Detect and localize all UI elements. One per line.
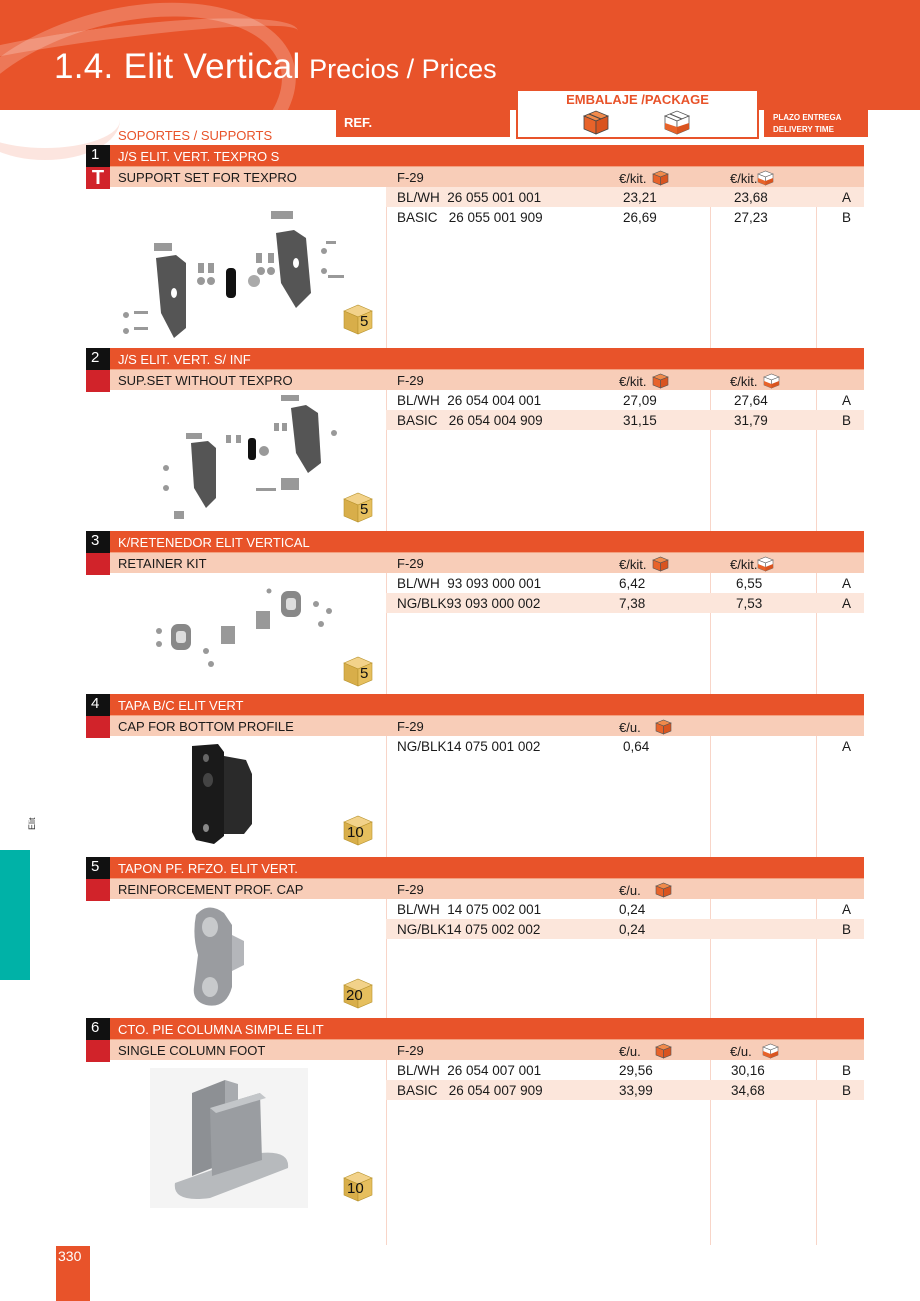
closed-box-icon (652, 373, 669, 389)
red-tab (86, 370, 110, 392)
product-block (86, 1018, 864, 1218)
cardboard-box-icon (342, 655, 374, 687)
price-row (386, 573, 864, 593)
product-number: 6 (86, 1018, 110, 1040)
open-box-icon (763, 373, 780, 389)
chapter-side-tab (0, 850, 30, 980)
price-package-2: 31,79 (734, 413, 768, 428)
product-name: TAPA B/C ELIT VERT (110, 694, 864, 716)
product-block (86, 348, 864, 523)
open-box-icon (757, 556, 774, 572)
closed-box-icon (652, 170, 669, 186)
delivery-column-header: PLAZO ENTREGA DELIVERY TIME (764, 110, 868, 137)
product-name: J/S ELIT. VERT. TEXPRO S (110, 145, 864, 167)
product-description: SUPPORT SET FOR TEXPRO (118, 170, 297, 185)
quantity-badge: 10 (342, 814, 374, 846)
delivery-code: B (842, 1083, 852, 1098)
bottom-cap-image (186, 744, 261, 844)
product-name: J/S ELIT. VERT. S/ INF (110, 348, 864, 370)
product-block (86, 857, 864, 1015)
closed-box-icon (655, 719, 672, 735)
product-number: 1 (86, 145, 110, 167)
reference-code: BL/WH 14 075 002 001 (397, 902, 542, 917)
price-row (386, 1060, 864, 1080)
price-package-1: 29,56 (619, 1063, 653, 1078)
product-description: REINFORCEMENT PROF. CAP (118, 882, 304, 897)
price-package-1: 31,15 (623, 413, 657, 428)
product-family: F-29 (397, 1043, 424, 1058)
reference-code: BL/WH 26 054 007 001 (397, 1063, 542, 1078)
product-number: 5 (86, 857, 110, 879)
delivery-code: A (842, 393, 852, 408)
product-family: F-29 (397, 556, 424, 571)
product-family: F-29 (397, 170, 424, 185)
product-block (86, 694, 864, 854)
product-name: K/RETENEDOR ELIT VERTICAL (110, 531, 864, 553)
delivery-code: B (842, 413, 852, 428)
quantity-badge: 5 (342, 303, 374, 335)
price-row (386, 207, 864, 227)
price-package-2: 7,53 (736, 596, 763, 611)
product-number: 3 (86, 531, 110, 553)
price-row (386, 919, 864, 939)
section-label: SOPORTES / SUPPORTS (118, 128, 273, 143)
price-package-1: 0,24 (619, 902, 646, 917)
texpro-tab: T (86, 167, 110, 189)
red-tab (86, 1040, 110, 1062)
product-subheader: SINGLE COLUMN FOOT F-29 €/u. €/u. (110, 1040, 864, 1060)
price-row (386, 187, 864, 207)
price-package-2: 23,68 (734, 190, 768, 205)
reference-code: NG/BLK14 075 001 002 (397, 739, 541, 754)
price-package-2: 30,16 (731, 1063, 765, 1078)
delivery-code: B (842, 922, 852, 937)
price-row (386, 736, 864, 756)
price-package-1: 0,24 (619, 922, 646, 937)
price-row (386, 593, 864, 613)
price-package-1: 23,21 (623, 190, 657, 205)
cardboard-box-icon (342, 303, 374, 335)
product-subheader: CAP FOR BOTTOM PROFILE F-29 €/u. (110, 716, 864, 736)
red-tab (86, 879, 110, 901)
delivery-code: B (842, 1063, 852, 1078)
open-box-icon (663, 109, 691, 135)
page-title: 1.4. Elit Vertical Precios / Prices (54, 47, 497, 86)
product-name: CTO. PIE COLUMNA SIMPLE ELIT (110, 1018, 864, 1040)
chapter-label: Elit (27, 817, 37, 830)
price-package-1: 26,69 (623, 210, 657, 225)
product-subheader: SUP.SET WITHOUT TEXPRO F-29 €/kit. €/kit. (110, 370, 864, 390)
product-family: F-29 (397, 882, 424, 897)
closed-box-icon (655, 1043, 672, 1059)
price-row (386, 1080, 864, 1100)
product-description: SUP.SET WITHOUT TEXPRO (118, 373, 293, 388)
page-header (0, 0, 920, 110)
price-package-1: 7,38 (619, 596, 646, 611)
reference-code: BL/WH 26 054 004 001 (397, 393, 542, 408)
price-package-1: 27,09 (623, 393, 657, 408)
red-tab (86, 553, 110, 575)
reference-code: BASIC 26 054 007 909 (397, 1083, 543, 1098)
price-package-1: 33,99 (619, 1083, 653, 1098)
retainer-kit-image (151, 586, 341, 676)
product-name: TAPON PF. RFZO. ELIT VERT. (110, 857, 864, 879)
column-foot-image (150, 1068, 308, 1208)
page-number: 330 (56, 1246, 90, 1301)
product-description: CAP FOR BOTTOM PROFILE (118, 719, 294, 734)
delivery-code: A (842, 576, 852, 591)
delivery-code: A (842, 902, 852, 917)
support-set-image (116, 203, 376, 338)
price-package-2: 27,23 (734, 210, 768, 225)
product-number: 2 (86, 348, 110, 370)
reference-code: BL/WH 93 093 000 001 (397, 576, 542, 591)
product-block (86, 145, 864, 340)
product-number: 4 (86, 694, 110, 716)
reference-code: NG/BLK14 075 002 002 (397, 922, 541, 937)
closed-box-icon (582, 109, 610, 135)
product-subheader: SUPPORT SET FOR TEXPRO F-29 €/kit. €/kit. (110, 167, 864, 187)
price-package-2: 34,68 (731, 1083, 765, 1098)
price-package-1: 6,42 (619, 576, 646, 591)
product-family: F-29 (397, 719, 424, 734)
price-package-2: 27,64 (734, 393, 768, 408)
quantity-badge: 5 (342, 655, 374, 687)
delivery-code: B (842, 210, 852, 225)
red-tab (86, 716, 110, 738)
support-set-image (156, 393, 356, 523)
reinforcement-cap-image (186, 905, 256, 1010)
reference-code: BASIC 26 054 004 909 (397, 413, 543, 428)
price-row (386, 390, 864, 410)
reference-code: NG/BLK93 093 000 002 (397, 596, 541, 611)
price-package-1: 0,64 (623, 739, 650, 754)
quantity-badge: 20 (342, 977, 374, 1009)
product-block (86, 531, 864, 691)
delivery-code: A (842, 190, 852, 205)
price-package-2: 6,55 (736, 576, 763, 591)
product-description: RETAINER KIT (118, 556, 207, 571)
product-description: SINGLE COLUMN FOOT (118, 1043, 266, 1058)
open-box-icon (757, 170, 774, 186)
price-row (386, 899, 864, 919)
quantity-badge: 10 (342, 1170, 374, 1202)
delivery-code: A (842, 739, 852, 754)
reference-code: BL/WH 26 055 001 001 (397, 190, 542, 205)
package-column-header: EMBALAJE /PACKAGE (516, 89, 759, 139)
quantity-badge: 5 (342, 491, 374, 523)
cardboard-box-icon (342, 491, 374, 523)
reference-code: BASIC 26 055 001 909 (397, 210, 543, 225)
open-box-icon (762, 1043, 779, 1059)
ref-column-header: REF. (336, 110, 510, 137)
price-row (386, 410, 864, 430)
closed-box-icon (652, 556, 669, 572)
product-subheader: REINFORCEMENT PROF. CAP F-29 €/u. (110, 879, 864, 899)
product-subheader: RETAINER KIT F-29 €/kit. €/kit. (110, 553, 864, 573)
delivery-code: A (842, 596, 852, 611)
product-family: F-29 (397, 373, 424, 388)
closed-box-icon (655, 882, 672, 898)
